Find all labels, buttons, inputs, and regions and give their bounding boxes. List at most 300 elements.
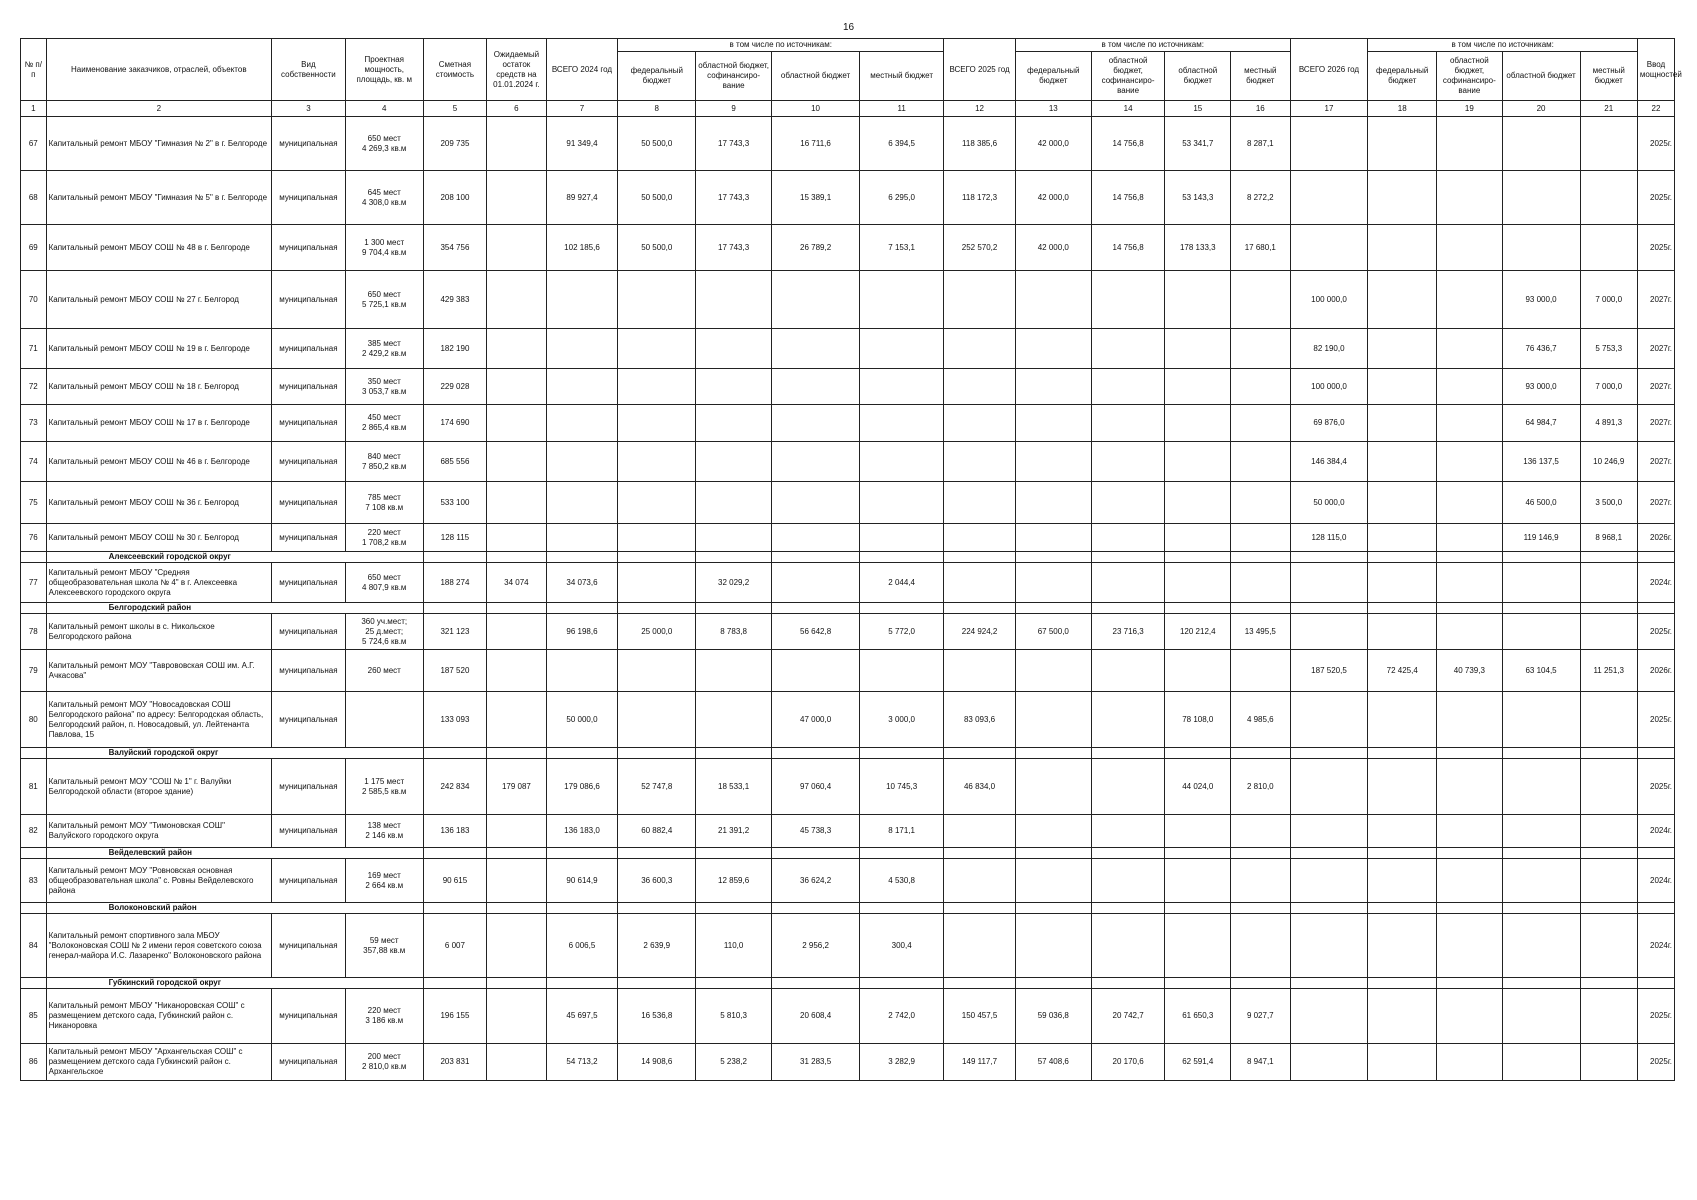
regional-2026 [1502, 859, 1580, 903]
section-empty-cell [618, 978, 696, 989]
total-2026: 100 000,0 [1290, 369, 1368, 405]
federal-2024: 50 500,0 [618, 117, 696, 171]
federal-2026 [1368, 225, 1437, 271]
section-empty-cell [618, 603, 696, 614]
column-number: 12 [944, 101, 1016, 117]
section-empty-cell [618, 552, 696, 563]
regional-2024: 2 956,2 [772, 914, 860, 978]
regional-2024 [772, 524, 860, 552]
section-empty-cell [423, 978, 487, 989]
table-row [21, 524, 1675, 552]
object-name: Капитальный ремонт МОУ "Ровновская основная общеобразовательная школа" с. Ровны Вейделевского района [46, 859, 271, 903]
section-empty-cell [618, 748, 696, 759]
row-number: 67 [21, 117, 47, 171]
total-2026 [1290, 225, 1368, 271]
federal-2025: 42 000,0 [1015, 171, 1091, 225]
local-2025: 4 985,6 [1231, 692, 1290, 748]
federal-2026 [1368, 563, 1437, 603]
regional-cofin-2026 [1437, 692, 1503, 748]
section-empty-cell [944, 848, 1016, 859]
regional-2026 [1502, 171, 1580, 225]
object-name: Капитальный ремонт МБОУ СОШ № 46 в г. Белгороде [46, 442, 271, 482]
estimated-cost: 242 834 [423, 759, 487, 815]
col-header-remainder: Ожидаемый остаток средств на 01.01.2024 г. [487, 39, 546, 101]
commissioning-year: 2025г. [1637, 225, 1674, 271]
investment-program-table [20, 38, 1682, 1081]
local-2025 [1231, 563, 1290, 603]
regional-cofin-2025 [1091, 442, 1165, 482]
capacity-line: 360 уч.мест; [361, 616, 408, 626]
federal-2025 [1015, 524, 1091, 552]
capacity-line: 2 429,2 кв.м [362, 348, 407, 358]
federal-2026 [1368, 117, 1437, 171]
federal-2024: 16 536,8 [618, 989, 696, 1044]
section-empty-cell [1580, 848, 1637, 859]
total-2024 [546, 482, 618, 524]
total-2024 [546, 405, 618, 442]
regional-2026: 64 984,7 [1502, 405, 1580, 442]
regional-2026 [1502, 225, 1580, 271]
capacity-line: 650 мест [367, 133, 401, 143]
remainder [487, 692, 546, 748]
section-empty-cell [1015, 903, 1091, 914]
regional-cofin-2026 [1437, 1044, 1503, 1081]
row-number: 73 [21, 405, 47, 442]
regional-cofin-2024: 110,0 [696, 914, 772, 978]
total-2025 [944, 524, 1016, 552]
local-2024: 2 044,4 [860, 563, 944, 603]
section-empty-cell [546, 748, 618, 759]
commissioning-year: 2024г. [1637, 859, 1674, 903]
federal-2026 [1368, 524, 1437, 552]
total-2024: 6 006,5 [546, 914, 618, 978]
regional-2024 [772, 442, 860, 482]
section-empty-cell [423, 903, 487, 914]
row-number: 84 [21, 914, 47, 978]
local-2024 [860, 650, 944, 692]
regional-cofin-2025: 14 756,8 [1091, 225, 1165, 271]
ownership-type: муниципальная [272, 650, 346, 692]
ownership-type: муниципальная [272, 815, 346, 848]
regional-2025 [1165, 815, 1231, 848]
estimated-cost: 208 100 [423, 171, 487, 225]
section-empty-cell [860, 603, 944, 614]
local-2026: 7 000,0 [1580, 369, 1637, 405]
regional-2024: 26 789,2 [772, 225, 860, 271]
section-empty-cell [1290, 978, 1368, 989]
total-2025: 118 172,3 [944, 171, 1016, 225]
total-2026 [1290, 614, 1368, 650]
local-2024 [860, 329, 944, 369]
capacity-line: 350 мест [367, 376, 401, 386]
section-empty-cell [1502, 552, 1580, 563]
total-2026 [1290, 692, 1368, 748]
remainder [487, 614, 546, 650]
local-2025 [1231, 914, 1290, 978]
object-name: Капитальный ремонт МОУ "СОШ № 1" г. Валуйки Белгородской области (второе здание) [46, 759, 271, 815]
total-2026 [1290, 989, 1368, 1044]
regional-cofin-2024: 17 743,3 [696, 171, 772, 225]
total-2025: 118 385,6 [944, 117, 1016, 171]
table-row [21, 614, 1675, 650]
federal-2026 [1368, 914, 1437, 978]
table-row [21, 369, 1675, 405]
ownership-type: муниципальная [272, 369, 346, 405]
section-empty-cell [772, 848, 860, 859]
local-2024: 6 295,0 [860, 171, 944, 225]
regional-cofin-2025: 20 170,6 [1091, 1044, 1165, 1081]
regional-cofin-2024 [696, 524, 772, 552]
regional-2024: 16 711,6 [772, 117, 860, 171]
section-empty-cell [1290, 903, 1368, 914]
section-num-cell [21, 748, 47, 759]
col-header-federal-2024: федеральный бюджет [618, 52, 696, 101]
regional-cofin-2026 [1437, 442, 1503, 482]
estimated-cost: 174 690 [423, 405, 487, 442]
total-2024: 89 927,4 [546, 171, 618, 225]
capacity-line: 220 мест [367, 1006, 401, 1015]
local-2024: 10 745,3 [860, 759, 944, 815]
local-2024 [860, 442, 944, 482]
regional-2024 [772, 271, 860, 329]
table-row [21, 650, 1675, 692]
section-empty-cell [696, 552, 772, 563]
col-header-federal-2026: федеральный бюджет [1368, 52, 1437, 101]
column-number: 2 [46, 101, 271, 117]
object-name: Капитальный ремонт МБОУ СОШ № 30 г. Белгород [46, 524, 271, 552]
section-empty-cell [1437, 603, 1503, 614]
capacity-cell [345, 989, 423, 1044]
remainder: 179 087 [487, 759, 546, 815]
regional-cofin-2026 [1437, 524, 1503, 552]
ownership-type: муниципальная [272, 524, 346, 552]
regional-2025 [1165, 914, 1231, 978]
federal-2025 [1015, 369, 1091, 405]
object-name: Капитальный ремонт МБОУ СОШ № 19 в г. Белгороде [46, 329, 271, 369]
capacity-cell [345, 524, 423, 552]
section-empty-cell [1231, 903, 1290, 914]
total-2024 [546, 329, 618, 369]
row-number: 76 [21, 524, 47, 552]
commissioning-year: 2027г. [1637, 369, 1674, 405]
row-number: 77 [21, 563, 47, 603]
regional-cofin-2025 [1091, 405, 1165, 442]
federal-2026 [1368, 171, 1437, 225]
total-2025 [944, 650, 1016, 692]
ownership-type: муниципальная [272, 759, 346, 815]
remainder [487, 989, 546, 1044]
capacity-line: 645 мест [367, 187, 401, 197]
local-2025: 8 272,2 [1231, 171, 1290, 225]
federal-2024 [618, 329, 696, 369]
regional-2025 [1165, 563, 1231, 603]
section-empty-cell [1502, 848, 1580, 859]
object-name: Капитальный ремонт МОУ "Новосадовская СОШ Белгородского района" по адресу: Белгородская область, Белгородский район, п. Новосадовый, ул. Лейтенанта Павлова, 15 [46, 692, 271, 748]
section-empty-cell [696, 848, 772, 859]
section-empty-cell [1637, 978, 1674, 989]
regional-cofin-2026 [1437, 271, 1503, 329]
regional-cofin-2026 [1437, 989, 1503, 1044]
section-title: Вейделевский район [46, 848, 423, 859]
regional-2024: 36 624,2 [772, 859, 860, 903]
capacity-cell [345, 914, 423, 978]
row-number: 74 [21, 442, 47, 482]
total-2024 [546, 442, 618, 482]
capacity-cell [345, 405, 423, 442]
section-empty-cell [772, 552, 860, 563]
total-2024: 136 183,0 [546, 815, 618, 848]
section-title: Алексеевский городской округ [46, 552, 423, 563]
total-2025: 150 457,5 [944, 989, 1016, 1044]
table-row [21, 329, 1675, 369]
ownership-type: муниципальная [272, 271, 346, 329]
local-2025: 8 947,1 [1231, 1044, 1290, 1081]
capacity-line: 2 810,0 кв.м [362, 1062, 407, 1071]
section-row [21, 903, 1675, 914]
total-2026 [1290, 815, 1368, 848]
regional-cofin-2026 [1437, 815, 1503, 848]
ownership-type: муниципальная [272, 117, 346, 171]
capacity-line: 9 704,4 кв.м [362, 247, 407, 257]
federal-2024: 50 500,0 [618, 171, 696, 225]
remainder [487, 914, 546, 978]
section-title: Белгородский район [46, 603, 423, 614]
column-number: 16 [1231, 101, 1290, 117]
total-2024: 179 086,6 [546, 759, 618, 815]
regional-cofin-2024: 17 743,3 [696, 225, 772, 271]
total-2024 [546, 271, 618, 329]
section-num-cell [21, 848, 47, 859]
object-name: Капитальный ремонт МОУ "Таврововская СОШ им. А.Г. Ачкасова" [46, 650, 271, 692]
federal-2024: 50 500,0 [618, 225, 696, 271]
capacity-line: 4 308,0 кв.м [362, 197, 407, 207]
section-empty-cell [1015, 552, 1091, 563]
local-2026 [1580, 614, 1637, 650]
regional-2026 [1502, 815, 1580, 848]
federal-2025 [1015, 914, 1091, 978]
section-row [21, 748, 1675, 759]
section-empty-cell [696, 903, 772, 914]
section-empty-cell [1637, 748, 1674, 759]
regional-2024 [772, 329, 860, 369]
total-2025: 224 924,2 [944, 614, 1016, 650]
local-2024: 5 772,0 [860, 614, 944, 650]
section-empty-cell [1368, 903, 1437, 914]
regional-2025 [1165, 650, 1231, 692]
section-empty-cell [1637, 903, 1674, 914]
local-2026 [1580, 914, 1637, 978]
regional-cofin-2025: 23 716,3 [1091, 614, 1165, 650]
section-empty-cell [860, 748, 944, 759]
federal-2026 [1368, 692, 1437, 748]
table-row [21, 914, 1675, 978]
ownership-type: муниципальная [272, 914, 346, 978]
capacity-line: 138 мест [367, 821, 401, 830]
local-2024 [860, 369, 944, 405]
capacity-cell [345, 650, 423, 692]
regional-cofin-2026 [1437, 369, 1503, 405]
capacity-line: 650 мест [367, 289, 401, 299]
column-number: 15 [1165, 101, 1231, 117]
row-number: 82 [21, 815, 47, 848]
regional-2026 [1502, 563, 1580, 603]
col-header-local-2025: местный бюджет [1231, 52, 1290, 101]
regional-cofin-2024 [696, 482, 772, 524]
total-2024 [546, 650, 618, 692]
section-empty-cell [1091, 552, 1165, 563]
federal-2026 [1368, 989, 1437, 1044]
capacity-cell [345, 563, 423, 603]
local-2024 [860, 405, 944, 442]
estimated-cost: 6 007 [423, 914, 487, 978]
section-empty-cell [1231, 552, 1290, 563]
federal-2026 [1368, 271, 1437, 329]
object-name: Капитальный ремонт МБОУ "Средняя общеобразовательная школа № 4" в г. Алексеевка Алексеевского городского округа [46, 563, 271, 603]
section-empty-cell [487, 978, 546, 989]
federal-2025 [1015, 692, 1091, 748]
regional-cofin-2025 [1091, 482, 1165, 524]
regional-2026: 119 146,9 [1502, 524, 1580, 552]
local-2026 [1580, 859, 1637, 903]
regional-2024: 15 389,1 [772, 171, 860, 225]
section-empty-cell [618, 903, 696, 914]
section-empty-cell [1015, 978, 1091, 989]
estimated-cost: 429 383 [423, 271, 487, 329]
total-2025: 46 834,0 [944, 759, 1016, 815]
capacity-line: 200 мест [367, 1052, 401, 1061]
total-2026: 187 520,5 [1290, 650, 1368, 692]
regional-cofin-2026 [1437, 859, 1503, 903]
total-2026: 50 000,0 [1290, 482, 1368, 524]
total-2024: 91 349,4 [546, 117, 618, 171]
capacity-line: 1 300 мест [364, 237, 405, 247]
section-empty-cell [1015, 748, 1091, 759]
total-2025: 252 570,2 [944, 225, 1016, 271]
ownership-type: муниципальная [272, 225, 346, 271]
section-empty-cell [696, 748, 772, 759]
regional-cofin-2026 [1437, 171, 1503, 225]
federal-2024: 60 882,4 [618, 815, 696, 848]
regional-2025: 53 341,7 [1165, 117, 1231, 171]
federal-2026 [1368, 759, 1437, 815]
regional-2025: 62 591,4 [1165, 1044, 1231, 1081]
local-2025: 8 287,1 [1231, 117, 1290, 171]
section-empty-cell [1580, 978, 1637, 989]
column-number: 20 [1502, 101, 1580, 117]
local-2024: 3 282,9 [860, 1044, 944, 1081]
section-empty-cell [1437, 848, 1503, 859]
estimated-cost: 203 831 [423, 1044, 487, 1081]
table-row [21, 482, 1675, 524]
object-name: Капитальный ремонт МБОУ "Архангельская СОШ" с размещением детского сада Губкинский район с. Архангельское [46, 1044, 271, 1081]
capacity-line: 650 мест [367, 572, 401, 582]
commissioning-year: 2024г. [1637, 914, 1674, 978]
total-2026: 128 115,0 [1290, 524, 1368, 552]
regional-2024 [772, 563, 860, 603]
table-body [21, 117, 1675, 1081]
estimated-cost: 196 155 [423, 989, 487, 1044]
object-name: Капитальный ремонт МБОУ "Гимназия № 5" в г. Белгороде [46, 171, 271, 225]
regional-2025 [1165, 442, 1231, 482]
local-2026: 8 968,1 [1580, 524, 1637, 552]
local-2026 [1580, 563, 1637, 603]
capacity-line: 2 664 кв.м [365, 880, 404, 890]
local-2025 [1231, 405, 1290, 442]
section-empty-cell [618, 848, 696, 859]
regional-cofin-2025 [1091, 329, 1165, 369]
regional-cofin-2024: 18 533,1 [696, 759, 772, 815]
estimated-cost: 133 093 [423, 692, 487, 748]
col-header-local-2024: местный бюджет [860, 52, 944, 101]
remainder [487, 117, 546, 171]
local-2024 [860, 524, 944, 552]
col-header-capacity: Проектная мощность, площадь, кв. м [345, 39, 423, 101]
regional-2024: 56 642,8 [772, 614, 860, 650]
row-number: 75 [21, 482, 47, 524]
local-2026: 4 891,3 [1580, 405, 1637, 442]
regional-2026: 46 500,0 [1502, 482, 1580, 524]
regional-cofin-2024: 5 238,2 [696, 1044, 772, 1081]
federal-2024 [618, 692, 696, 748]
column-number: 5 [423, 101, 487, 117]
federal-2025 [1015, 442, 1091, 482]
total-2025 [944, 482, 1016, 524]
ownership-type: муниципальная [272, 1044, 346, 1081]
col-header-regional-2025: областной бюджет [1165, 52, 1231, 101]
regional-2026 [1502, 914, 1580, 978]
capacity-line: 2 865,4 кв.м [362, 423, 407, 432]
remainder [487, 859, 546, 903]
commissioning-year: 2027г. [1637, 442, 1674, 482]
estimated-cost: 187 520 [423, 650, 487, 692]
column-number: 10 [772, 101, 860, 117]
capacity-line: 7 108 кв.м [365, 502, 404, 512]
section-empty-cell [546, 848, 618, 859]
col-header-commissioning: Ввод мощностей [1637, 39, 1674, 101]
col-header-total-2025: ВСЕГО 2025 год [944, 39, 1016, 101]
regional-2025 [1165, 271, 1231, 329]
capacity-cell [345, 482, 423, 524]
local-2025: 17 680,1 [1231, 225, 1290, 271]
capacity-line: 3 053,7 кв.м [362, 386, 407, 396]
section-empty-cell [1368, 748, 1437, 759]
total-2025 [944, 859, 1016, 903]
regional-2025: 120 212,4 [1165, 614, 1231, 650]
local-2025 [1231, 482, 1290, 524]
section-empty-cell [1368, 552, 1437, 563]
local-2025 [1231, 369, 1290, 405]
local-2026 [1580, 692, 1637, 748]
ownership-type: муниципальная [272, 989, 346, 1044]
regional-2026 [1502, 117, 1580, 171]
regional-cofin-2025: 20 742,7 [1091, 989, 1165, 1044]
total-2024: 45 697,5 [546, 989, 618, 1044]
section-empty-cell [1290, 848, 1368, 859]
regional-2024 [772, 650, 860, 692]
object-name: Капитальный ремонт МБОУ СОШ № 48 в г. Белгороде [46, 225, 271, 271]
regional-cofin-2026 [1437, 614, 1503, 650]
section-empty-cell [1165, 603, 1231, 614]
federal-2024: 14 908,6 [618, 1044, 696, 1081]
row-number: 80 [21, 692, 47, 748]
capacity-cell [345, 369, 423, 405]
page-number: 16 [842, 22, 855, 33]
regional-cofin-2024 [696, 271, 772, 329]
regional-2025: 178 133,3 [1165, 225, 1231, 271]
local-2026: 3 500,0 [1580, 482, 1637, 524]
capacity-line: 785 мест [367, 492, 401, 502]
section-empty-cell [1437, 978, 1503, 989]
